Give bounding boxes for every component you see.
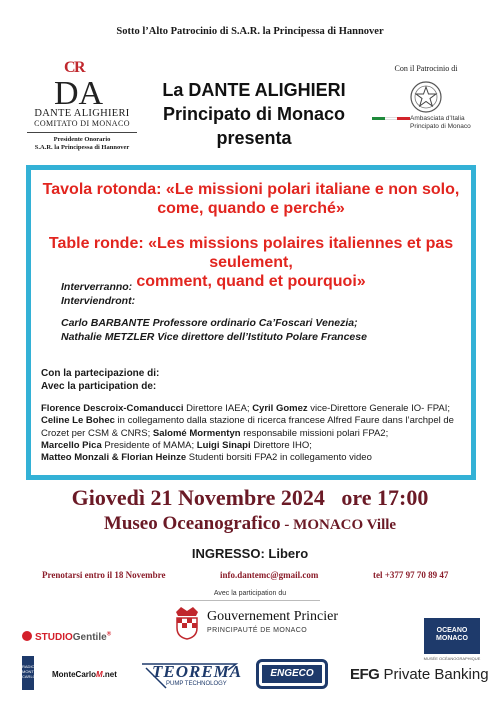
speaker-item: Nathalie METZLER Vice direttore dell’Istituto Polare Francese [61, 331, 367, 343]
embassy-name-line-2: Principato di Monaco [410, 123, 471, 130]
participant-name: Marcello Pica [41, 439, 102, 451]
participant-name: Luigi Sinapi [196, 439, 251, 451]
studio-gentile-logo [22, 631, 111, 643]
participant-name: Celine Le Bohec [41, 415, 115, 427]
title-italian-line-1: Tavola rotonda: «Le missioni polari italiane e non solo, [42, 181, 460, 198]
studio-gentile-name-b: Gentile [72, 632, 107, 643]
participant-role: Studenti borsiti FPA2 in collegamento video [186, 452, 372, 464]
radio-logo-line-2: MONTE [22, 669, 37, 674]
event-details-box [26, 165, 476, 480]
monaco-crest-icon [172, 606, 202, 640]
participant-line [41, 452, 467, 464]
studio-gentile-registered: ® [106, 631, 112, 638]
svg-text:R: R [74, 59, 86, 76]
presenter-line-1: La DANTE ALIGHIERI [162, 80, 346, 100]
mcnet-name-a: MonteCarlo [52, 670, 96, 679]
embassy-patronage [370, 64, 482, 131]
engeco-logo [256, 659, 328, 689]
participation-label-french: Avec la participation de: [41, 381, 157, 392]
mcnet-name-b: M [96, 670, 103, 679]
contact-phone: tel +377 97 70 89 47 [373, 570, 449, 580]
dante-alighieri-logo [22, 58, 142, 152]
title-french-line-2: comment, quand et pourquoi» [136, 273, 366, 290]
italian-emblem-icon [408, 79, 444, 115]
title-italian-line-2: come, quando e perché» [157, 200, 345, 217]
event-date-time: Giovedì 21 Novembre 2024 ore 17:00 [71, 485, 429, 510]
participant-name: Matteo Monzali & Florian Heinze [41, 452, 187, 464]
speakers-labels [61, 280, 135, 308]
teorema-logo [140, 660, 243, 690]
dante-logo-divider [27, 132, 137, 133]
participation-labels [41, 367, 159, 393]
embassy-name [410, 115, 482, 131]
participant-name: Salomé Mormentyn [152, 427, 241, 439]
teorema-subtitle: PUMP TECHNOLOGY [166, 681, 227, 687]
government-subtitle: PRINCIPAUTÉ DE MONACO [207, 627, 308, 634]
government-sponsor-label: Avec la participation du [213, 590, 287, 597]
participant-role: vice-Direttore Generale IO- FPAI; [307, 403, 450, 414]
italian-flag-stripe [372, 117, 410, 120]
sponsor-divider [180, 600, 320, 601]
radio-logo-line-1: RADIO [22, 664, 35, 669]
participant-role: in collegamento dalla stazione di ricerca francese Alfred Faure dans l’archpel de Crozet per CSM & CNRS; [41, 415, 454, 439]
engeco-name: ENGECO [262, 665, 322, 683]
efg-private-banking-logo [350, 666, 489, 683]
venue-separator: - [280, 517, 294, 533]
radio-logo-line-3: CARLO [22, 674, 36, 679]
studio-gentile-dot-icon [22, 631, 32, 641]
studio-gentile-name-a: STUDIO [35, 632, 73, 643]
government-name: Gouvernement Princier [207, 609, 339, 624]
dante-logo-committee: COMITATO DI MONACO [34, 119, 130, 128]
participant-line [41, 403, 467, 415]
participant-role: Direttore IHO; [250, 439, 312, 451]
embassy-name-line-1: Ambasciata d’Italia [410, 115, 465, 122]
government-sponsor [160, 590, 340, 653]
participant-line [41, 440, 467, 452]
participant-name: Florence Descroix-Comanducci [41, 403, 184, 414]
oceano-logo-line-1: OCEANO [436, 627, 468, 634]
participant-role: responsabile missioni polari FPA2; [240, 427, 389, 439]
title-italian [37, 180, 465, 218]
presenter-line-2: Principato di Monaco [162, 104, 345, 124]
title-french-line-1: Table ronde: «Les missions polaires italiennes et pas seulement, [48, 235, 454, 271]
participant-role: Presidente of MAMA; [101, 439, 197, 451]
participation-label-italian: Con la partecipazione di: [41, 368, 160, 379]
embassy-patronage-label: Con il Patrocinio di [394, 64, 458, 73]
entry-info: INGRESSO: Libero [191, 546, 309, 561]
patronage-line: Sotto l’Alto Patrocinio di S.A.R. la Principessa di Hannover [116, 26, 384, 37]
speakers-list [61, 316, 367, 344]
contact-email[interactable]: info.dantemc@gmail.com [220, 570, 319, 580]
dante-monogram: DA [54, 75, 104, 106]
dante-monogram-icon [50, 58, 114, 106]
efg-subtitle: Private Banking [379, 666, 489, 683]
efg-name: EFG [350, 666, 380, 683]
speakers-label-french: Interviendront: [61, 295, 136, 307]
oceano-logo-line-2: MONACO [436, 635, 468, 642]
montecarlo-net-logo [52, 670, 117, 679]
oceano-logo-subtitle: MUSÉE OCÉANOGRAPHIQUE [423, 656, 481, 661]
radio-monte-carlo-logo [22, 656, 37, 690]
oceano-monaco-logo [424, 618, 480, 654]
participant-line [41, 415, 467, 440]
honorary-president-label: Presidente Onorario [53, 136, 111, 143]
honorary-president-name: S.A.R. la Principessa di Hannover [34, 144, 130, 151]
venue-city: MONACO Ville [293, 517, 397, 533]
speakers-label-italian: Interverranno: [61, 281, 133, 293]
presenter-line-3: presenta [216, 128, 292, 148]
mcnet-name-c: .net [102, 670, 117, 679]
svg-text:C: C [64, 59, 76, 76]
booking-deadline: Prenotarsi entro il 18 Novembre [42, 570, 166, 580]
presenter-heading [140, 78, 368, 150]
participant-name: Cyril Gomez [252, 403, 308, 414]
participants-list [41, 403, 467, 464]
speaker-item: Carlo BARBANTE Professore ordinario Ca’Foscari Venezia; [61, 317, 358, 329]
teorema-name: TEOREMA [152, 662, 243, 681]
dante-logo-name: DANTE ALIGHIERI [34, 108, 130, 119]
venue-name: Museo Oceanografico [103, 513, 281, 534]
event-venue [0, 513, 500, 535]
participant-role: Direttore IAEA; [183, 403, 253, 414]
